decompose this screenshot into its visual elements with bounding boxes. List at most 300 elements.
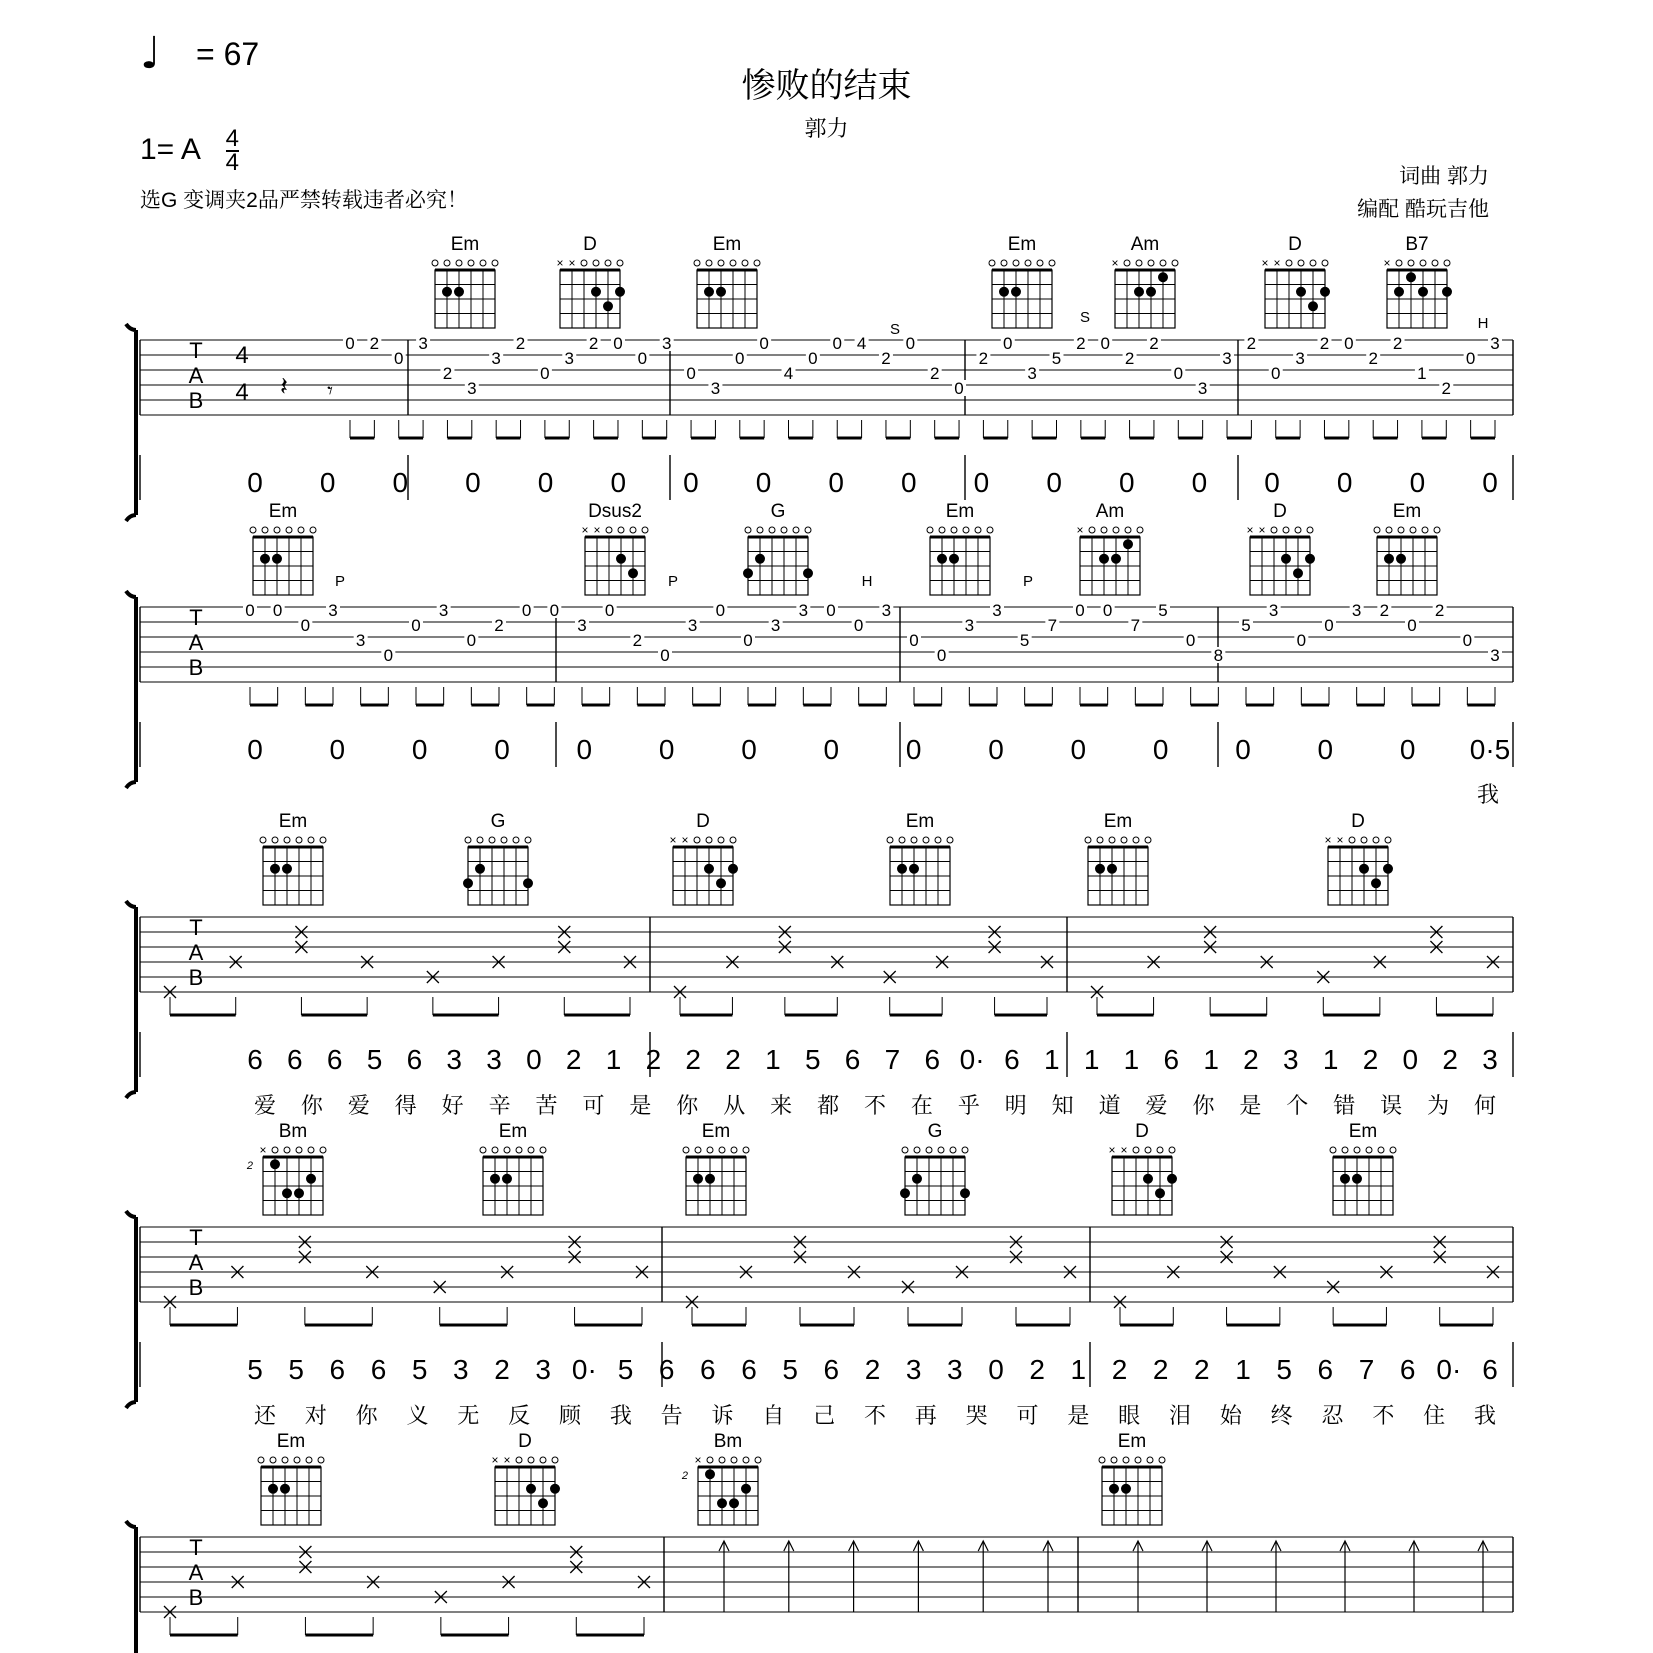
tab-number: 0 — [245, 601, 255, 620]
lyric-char: 无 — [457, 1403, 480, 1428]
open-string-icon — [719, 1457, 725, 1463]
finger-dot — [1383, 864, 1393, 874]
finger-dot — [260, 554, 270, 564]
system-bracket — [126, 1211, 136, 1408]
open-string-icon — [1349, 837, 1355, 843]
open-string-icon — [618, 527, 624, 533]
open-string-icon — [1342, 1147, 1348, 1153]
finger-dot — [628, 568, 638, 578]
muted-string-icon: × — [1120, 1143, 1128, 1157]
tab-number: 3 — [1268, 601, 1279, 620]
system-bracket — [126, 1521, 136, 1653]
tab-number: 0 — [853, 616, 864, 635]
open-string-icon — [274, 527, 280, 533]
finger-dot — [591, 287, 601, 297]
lyric-char: 为 — [1427, 1093, 1450, 1118]
tab-number: 0 — [715, 601, 726, 620]
finger-dot — [1296, 287, 1306, 297]
finger-dot — [1107, 864, 1117, 874]
tab-letter-t: T — [189, 1225, 203, 1250]
chord-diagram-d — [556, 234, 625, 328]
system-5 — [126, 1521, 1513, 1653]
lyric-char: 忍 — [1321, 1403, 1344, 1428]
lyric-char: 不 — [1372, 1403, 1395, 1428]
jianpu-note: 2 — [1362, 1044, 1379, 1075]
jianpu-note: 5 — [411, 1354, 428, 1385]
tab-number: 2 — [881, 349, 891, 368]
finger-dot — [1394, 287, 1404, 297]
lyric-char: 是 — [629, 1093, 652, 1118]
open-string-icon — [258, 1457, 264, 1463]
lyric-char: 可 — [582, 1093, 605, 1118]
finger-dot — [1143, 1174, 1153, 1184]
jianpu-note: 1 — [1235, 1354, 1251, 1385]
finger-dot — [717, 1498, 727, 1508]
chord-diagram-am — [1111, 234, 1178, 328]
chord-diagram-dsus2 — [581, 501, 648, 595]
hammer-on-mark: H — [1477, 315, 1489, 332]
chord-name: Em — [1348, 1121, 1378, 1142]
chord-name: Em — [1117, 1431, 1147, 1452]
open-string-icon — [743, 1457, 749, 1463]
jianpu-note: 1 — [1203, 1044, 1219, 1075]
jianpu-note: 1 — [1070, 1354, 1087, 1385]
muted-string-icon: × — [568, 256, 576, 270]
jianpu-note: 2 — [1243, 1044, 1259, 1075]
open-string-icon — [1097, 837, 1103, 843]
pull-off-mark: P — [334, 573, 346, 590]
jianpu-note: 0 — [610, 467, 627, 498]
lyric-char: 误 — [1380, 1093, 1403, 1118]
jianpu-note: 3 — [947, 1354, 963, 1385]
chord-diagram-d — [1108, 1121, 1177, 1215]
lyric-char: 在 — [910, 1093, 933, 1118]
finger-dot — [1134, 287, 1144, 297]
finger-dot — [268, 1484, 278, 1494]
lyric-char: 你 — [355, 1403, 378, 1428]
open-string-icon — [1159, 1457, 1165, 1463]
lyric-char: 错 — [1333, 1093, 1356, 1118]
tab-letter-b: B — [188, 655, 204, 680]
finger-dot — [1293, 568, 1303, 578]
open-string-icon — [504, 1147, 510, 1153]
muted-string-icon: × — [556, 256, 564, 270]
finger-dot — [743, 568, 753, 578]
open-string-icon — [706, 837, 712, 843]
open-string-icon — [286, 527, 292, 533]
jianpu-note: 6 — [406, 1044, 423, 1075]
tab-number: 3 — [1490, 334, 1500, 353]
muted-string-icon: × — [1246, 523, 1254, 537]
open-string-icon — [1420, 260, 1426, 266]
finger-dot — [270, 1159, 280, 1169]
open-string-icon — [501, 837, 507, 843]
open-string-icon — [528, 1457, 534, 1463]
open-string-icon — [270, 1457, 276, 1463]
tab-number: 3 — [1197, 379, 1208, 398]
lyric-char: 是 — [1239, 1093, 1262, 1118]
tab-number: 3 — [687, 616, 698, 635]
open-string-icon — [1322, 260, 1328, 266]
jianpu-note: 0· — [1436, 1354, 1462, 1385]
finger-dot — [603, 301, 613, 311]
chord-diagram-em — [989, 234, 1055, 328]
jianpu-note: 0 — [988, 1354, 1004, 1385]
tab-number: 0 — [909, 631, 919, 650]
jianpu-note: 0 — [247, 467, 263, 498]
chord-diagram-b7 — [1383, 234, 1452, 328]
open-string-icon — [1444, 260, 1450, 266]
lyric-char: 还 — [253, 1403, 277, 1428]
jianpu-note: 7 — [1358, 1354, 1375, 1385]
tab-number: 7 — [1047, 616, 1058, 635]
jianpu-note: 2 — [494, 1354, 510, 1385]
lyric-char: 对 — [304, 1403, 327, 1428]
open-string-icon — [1123, 1457, 1129, 1463]
tab-number: 0 — [613, 334, 623, 353]
finger-dot — [912, 1174, 922, 1184]
jianpu-note: 7 — [884, 1044, 901, 1075]
open-string-icon — [987, 527, 993, 533]
jianpu-note: 0 — [658, 734, 675, 765]
finger-dot — [1305, 554, 1315, 564]
tab-number: 7 — [1130, 616, 1141, 635]
open-string-icon — [742, 260, 748, 266]
open-string-icon — [1310, 260, 1316, 266]
open-string-icon — [489, 837, 495, 843]
open-string-icon — [731, 1147, 737, 1153]
open-string-icon — [1145, 837, 1151, 843]
finger-dot — [897, 864, 907, 874]
chord-name: D — [696, 811, 710, 832]
muted-string-icon: × — [1383, 256, 1391, 270]
open-string-icon — [1049, 260, 1055, 266]
jianpu-note: 2 — [1152, 1354, 1169, 1385]
jianpu-note: 0 — [823, 734, 840, 765]
open-string-icon — [516, 1457, 522, 1463]
open-string-icon — [1386, 527, 1392, 533]
jianpu-note: 0 — [319, 467, 336, 498]
lyric-char: 不 — [863, 1403, 887, 1428]
tab-number: 0 — [345, 334, 355, 353]
finger-dot — [523, 878, 533, 888]
open-string-icon — [963, 527, 969, 533]
lyric-char: 自 — [762, 1403, 785, 1428]
finger-dot — [803, 568, 813, 578]
finger-dot — [1406, 272, 1416, 282]
jianpu-note: 0 — [683, 467, 699, 498]
finger-dot — [999, 287, 1009, 297]
finger-dot — [1121, 1484, 1131, 1494]
chord-diagram-em — [250, 501, 316, 595]
credit-arranger: 编配 酷玩吉他 — [1357, 198, 1489, 221]
tab-number: 2 — [1246, 334, 1257, 353]
muted-string-icon: × — [1273, 256, 1281, 270]
open-string-icon — [1307, 527, 1313, 533]
tab-number: 3 — [355, 631, 366, 650]
lyric-char: 顾 — [558, 1403, 582, 1428]
credit-lyrics-music: 词曲 郭力 — [1399, 165, 1489, 188]
open-string-icon — [1001, 260, 1007, 266]
lyric-char: 何 — [1473, 1093, 1497, 1118]
finger-dot — [1109, 1484, 1119, 1494]
open-string-icon — [617, 260, 623, 266]
open-string-icon — [1396, 260, 1402, 266]
muted-string-icon: × — [1336, 833, 1344, 847]
open-string-icon — [939, 527, 945, 533]
jianpu-note: 3 — [453, 1354, 469, 1385]
open-string-icon — [731, 1457, 737, 1463]
tab-number: 0 — [549, 601, 560, 620]
jianpu-note: 0· — [959, 1044, 985, 1075]
open-string-icon — [718, 837, 724, 843]
jianpu-note: 0 — [576, 734, 593, 765]
muted-string-icon: × — [259, 1143, 267, 1157]
chord-diagram-em — [927, 501, 993, 595]
finger-dot — [616, 554, 626, 564]
lyric-char: 义 — [406, 1403, 429, 1428]
chord-name: Em — [450, 234, 480, 255]
jianpu-note: 0 — [741, 734, 757, 765]
tab-letter-t: T — [189, 1535, 203, 1560]
open-string-icon — [1124, 260, 1130, 266]
open-string-icon — [695, 1147, 701, 1153]
tab-number: 3 — [1027, 364, 1037, 383]
tab-number: 0 — [604, 601, 615, 620]
tab-letter-a: A — [188, 1560, 204, 1585]
jianpu-note: 0 — [392, 467, 409, 498]
tab-number: 3 — [467, 379, 477, 398]
finger-dot — [272, 554, 282, 564]
lyric-char: 诉 — [711, 1403, 734, 1428]
open-string-icon — [1408, 260, 1414, 266]
tab-number: 0 — [1407, 616, 1417, 635]
open-string-icon — [525, 837, 531, 843]
open-string-icon — [1271, 527, 1277, 533]
muted-string-icon: × — [503, 1453, 511, 1467]
finger-dot — [1095, 864, 1105, 874]
finger-dot — [1308, 301, 1318, 311]
open-string-icon — [694, 837, 700, 843]
chord-name: G — [927, 1121, 943, 1142]
jianpu-note: 0·5 — [1469, 734, 1511, 765]
open-string-icon — [528, 1147, 534, 1153]
jianpu-note: 1 — [1322, 1044, 1339, 1075]
chord-diagram-bm — [681, 1431, 761, 1525]
finger-dot — [490, 1174, 500, 1184]
chord-diagram-g — [463, 811, 533, 905]
key-label: 1= A — [140, 132, 200, 166]
open-string-icon — [284, 1147, 290, 1153]
jianpu-note: 0 — [537, 467, 554, 498]
open-string-icon — [1422, 527, 1428, 533]
open-string-icon — [480, 260, 486, 266]
open-string-icon — [755, 1457, 761, 1463]
finger-dot — [1281, 554, 1291, 564]
chord-name: G — [490, 811, 506, 832]
lyric-char: 都 — [817, 1093, 840, 1118]
tab-letter-t: T — [189, 605, 203, 630]
jianpu-note: 3 — [905, 1354, 922, 1385]
finger-dot — [538, 1498, 548, 1508]
open-string-icon — [707, 1147, 713, 1153]
chord-diagram-em — [683, 1121, 749, 1215]
tab-number: 2 — [1379, 601, 1390, 620]
jianpu-note: 1 — [1083, 1044, 1100, 1075]
jianpu-note: 2 — [1442, 1044, 1458, 1075]
jianpu-note: 0 — [1191, 467, 1208, 498]
open-string-icon — [318, 1457, 324, 1463]
muted-string-icon: × — [1261, 256, 1269, 270]
tab-letter-b: B — [188, 388, 204, 413]
finger-dot — [937, 554, 947, 564]
finger-dot — [280, 1484, 290, 1494]
tab-number: 3 — [418, 334, 428, 353]
open-string-icon — [477, 837, 483, 843]
rest-icon: 𝄾 — [327, 378, 333, 403]
chord-diagram-em — [887, 811, 953, 905]
finger-dot — [442, 287, 452, 297]
system-bracket — [126, 324, 136, 521]
tab-number: 2 — [632, 631, 643, 650]
open-string-icon — [272, 1147, 278, 1153]
jianpu-note: 1 — [1043, 1044, 1060, 1075]
tab-number: 0 — [1075, 601, 1085, 620]
open-string-icon — [745, 527, 751, 533]
quarter-note-icon: ♩ — [140, 28, 161, 79]
open-string-icon — [951, 527, 957, 533]
lyric-char: 好 — [441, 1093, 464, 1118]
tab-number: 3 — [661, 334, 672, 353]
open-string-icon — [730, 260, 736, 266]
lyric-char: 爱 — [1145, 1093, 1168, 1118]
jianpu-note: 0 — [755, 467, 772, 498]
key-signature — [140, 125, 239, 176]
muted-string-icon: × — [1111, 256, 1119, 270]
tab-number: 3 — [438, 601, 449, 620]
finger-dot — [1111, 554, 1121, 564]
open-string-icon — [492, 260, 498, 266]
finger-dot — [1155, 1188, 1165, 1198]
lyric-char: 己 — [813, 1403, 836, 1428]
jianpu-note: 2 — [565, 1044, 582, 1075]
lyric-char: 爱 — [347, 1093, 370, 1118]
open-string-icon — [1172, 260, 1178, 266]
open-string-icon — [513, 837, 519, 843]
tempo-value: = 67 — [196, 36, 260, 72]
lyric-char: 你 — [1192, 1093, 1215, 1118]
open-string-icon — [962, 1147, 968, 1153]
chord-name: D — [518, 1431, 532, 1452]
tab-letter-t: T — [189, 915, 203, 940]
open-string-icon — [757, 527, 763, 533]
open-string-icon — [310, 527, 316, 533]
tab-number: 0 — [1003, 334, 1013, 353]
muted-string-icon: × — [681, 833, 689, 847]
open-string-icon — [1133, 1147, 1139, 1153]
open-string-icon — [552, 1457, 558, 1463]
open-string-icon — [935, 837, 941, 843]
finger-dot — [294, 1188, 304, 1198]
open-string-icon — [1099, 1457, 1105, 1463]
jianpu-note: 0 — [494, 734, 510, 765]
finger-dot — [729, 1498, 739, 1508]
jianpu-note: 6 — [1163, 1044, 1180, 1075]
tab-number: 0 — [735, 349, 745, 368]
finger-dot — [282, 1188, 292, 1198]
open-string-icon — [642, 527, 648, 533]
tab-number: 3 — [770, 616, 781, 635]
open-string-icon — [707, 1457, 713, 1463]
jianpu-note: 2 — [864, 1354, 881, 1385]
finger-dot — [728, 864, 738, 874]
tab-number: 3 — [491, 349, 501, 368]
tab-number: 0 — [826, 601, 836, 620]
lyric-char: 可 — [1016, 1403, 1039, 1428]
chord-diagram-d — [491, 1431, 560, 1525]
tab-letter-a: A — [188, 363, 204, 388]
tab-number: 3 — [881, 601, 892, 620]
open-string-icon — [432, 260, 438, 266]
open-string-icon — [1148, 260, 1154, 266]
open-string-icon — [605, 260, 611, 266]
lyric-char: 终 — [1270, 1403, 1293, 1428]
lyric-char: 来 — [770, 1093, 793, 1118]
open-string-icon — [1113, 527, 1119, 533]
finger-dot — [1340, 1174, 1350, 1184]
tab-number: 2 — [515, 334, 526, 353]
jianpu-note: 1 — [1123, 1044, 1140, 1075]
staff-time-sig-top: 4 — [235, 342, 249, 369]
open-string-icon — [975, 527, 981, 533]
jianpu-note: 0 — [411, 734, 428, 765]
open-string-icon — [480, 1147, 486, 1153]
tab-number: 3 — [1222, 349, 1232, 368]
tab-number: 1 — [1417, 364, 1427, 383]
staff-time-sig-bottom: 4 — [235, 379, 249, 406]
open-string-icon — [1432, 260, 1438, 266]
jianpu-note: 0 — [1336, 467, 1353, 498]
tab-number: 0 — [300, 616, 311, 635]
tab-number: 0 — [1185, 631, 1196, 650]
tab-number: 2 — [1441, 379, 1452, 398]
tab-number: 2 — [494, 616, 504, 635]
tab-number: 2 — [1392, 334, 1403, 353]
jianpu-note: 6 — [1317, 1354, 1334, 1385]
chord-name: Am — [1095, 501, 1125, 522]
open-string-icon — [1410, 527, 1416, 533]
open-string-icon — [296, 1147, 302, 1153]
jianpu-note: 0 — [1264, 467, 1280, 498]
tab-number: 5 — [1051, 349, 1062, 368]
finger-dot — [1418, 287, 1428, 297]
slide-mark: S — [889, 321, 901, 338]
finger-dot — [716, 287, 726, 297]
chord-diagram-em — [1085, 811, 1151, 905]
open-string-icon — [1298, 260, 1304, 266]
jianpu-note: 5 — [288, 1354, 304, 1385]
jianpu-note: 3 — [486, 1044, 502, 1075]
chord-name: Am — [1130, 234, 1160, 255]
tab-number: 0 — [1462, 631, 1473, 650]
jianpu-note: 6 — [1004, 1044, 1020, 1075]
finger-dot — [1099, 554, 1109, 564]
tab-number: 2 — [1149, 334, 1159, 353]
finger-dot — [705, 1174, 715, 1184]
time-signature-top: 4 — [225, 125, 239, 152]
jianpu-note: 1 — [765, 1044, 781, 1075]
tab-number: 2 — [1368, 349, 1378, 368]
